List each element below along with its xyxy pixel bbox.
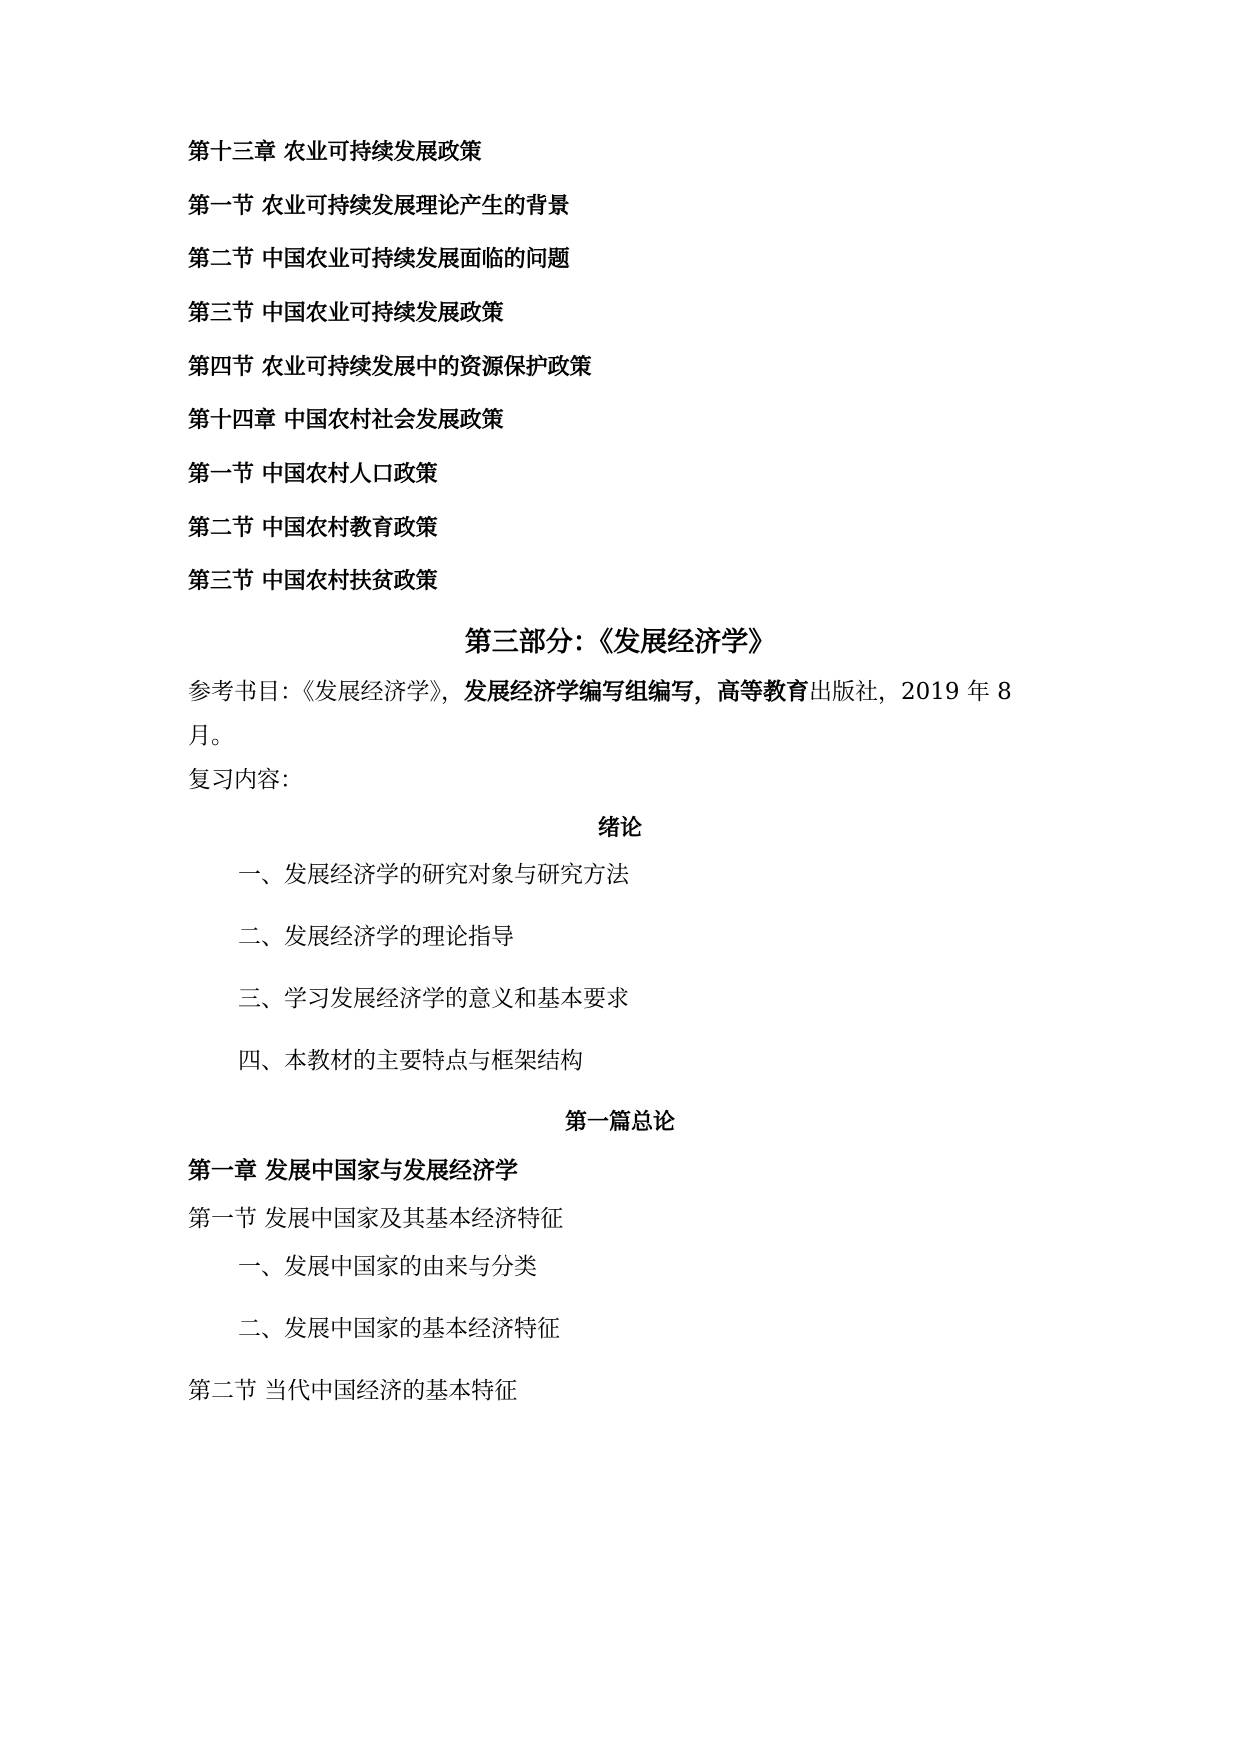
reference-suffix: 出版社，2019 年 8 月。 [188, 679, 1012, 749]
section-item: 一、发展中国家的由来与分类 [238, 1254, 537, 1280]
toc-item: 第十四章 中国农村社会发展政策 [188, 408, 504, 433]
chapter-title: 第一章 发展中国家与发展经济学 [188, 1158, 519, 1184]
intro-item: 一、发展经济学的研究对象与研究方法 [238, 862, 629, 888]
part-title: 第三部分：《发展经济学》 [464, 627, 776, 658]
section-item: 二、发展中国家的基本经济特征 [238, 1316, 560, 1342]
section-heading: 第一篇总论 [564, 1110, 675, 1135]
reference-prefix: 参考书目：《发展经济学》， [188, 679, 464, 705]
toc-item: 第二节 中国农业可持续发展面临的问题 [188, 247, 570, 272]
section-title: 第一节 发展中国家及其基本经济特征 [188, 1206, 564, 1232]
toc-item: 第四节 农业可持续发展中的资源保护政策 [188, 355, 592, 380]
intro-heading: 绪论 [597, 816, 642, 841]
review-label: 复习内容： [188, 767, 303, 793]
reference-text [188, 670, 1058, 758]
intro-item: 二、发展经济学的理论指导 [238, 924, 514, 950]
toc-item: 第一节 农业可持续发展理论产生的背景 [188, 194, 570, 219]
toc-item: 第三节 中国农业可持续发展政策 [188, 301, 504, 326]
toc-item: 第十三章 农业可持续发展政策 [188, 140, 482, 165]
reference-bold: 发展经济学编写组编写，高等教育 [464, 679, 809, 705]
intro-item: 三、学习发展经济学的意义和基本要求 [238, 986, 629, 1012]
intro-item: 四、本教材的主要特点与框架结构 [238, 1048, 583, 1074]
toc-item: 第三节 中国农村扶贫政策 [188, 569, 438, 594]
toc-item: 第二节 中国农村教育政策 [188, 516, 438, 541]
section-title: 第二节 当代中国经济的基本特征 [188, 1378, 518, 1404]
toc-item: 第一节 中国农村人口政策 [188, 462, 438, 487]
